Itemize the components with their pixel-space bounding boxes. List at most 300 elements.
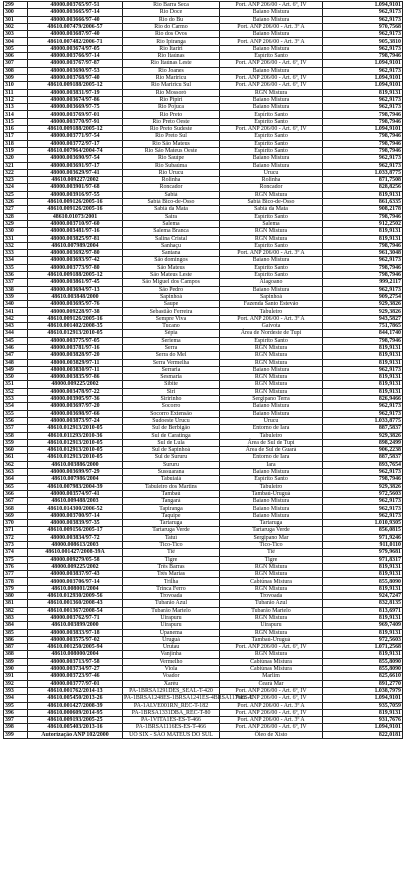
price-value-cell: 962,9173 [323,9,403,16]
row-number-cell: 396 [4,709,28,716]
table-row [4,731,403,738]
reference-stream-cell: Salema [220,220,323,227]
reference-stream-cell: Roncador [220,184,323,191]
row-number-cell: 384 [4,622,28,629]
reference-stream-cell: Tartaruga Verde [220,527,323,534]
reference-stream-cell: Port. ANP 206/00 - Art. 6º, IV [220,724,323,731]
process-number-cell: 48000.009225/2002 [28,381,123,388]
price-value-cell: 887,5837 [323,454,403,461]
price-value-cell: 972,5603 [323,636,403,643]
process-number-cell: 48610.011293/2010-36 [28,432,123,439]
process-number-cell: 48610.009126/2005-16 [28,199,123,206]
price-value-cell: 891,2770 [323,680,403,687]
reference-stream-cell: Port. ANP 206/00 - Art. 3º A [220,717,323,724]
row-number-cell: 326 [4,199,28,206]
process-number-cell: 48610.005450/2013-26 [28,695,123,702]
row-number-cell: 389 [4,658,28,665]
table-row [4,614,403,621]
row-number-cell: 377 [4,571,28,578]
field-name-cell: Rio São Mateus Oeste [123,147,220,154]
row-number-cell: 328 [4,213,28,220]
reference-stream-cell: RGN Mistura [220,388,323,395]
price-value-cell: 798,7946 [323,476,403,483]
price-value-cell: 929,3826 [323,301,403,308]
row-number-cell: 305 [4,45,28,52]
price-value-cell: 819,9131 [323,571,403,578]
price-value-cell: 813,6971 [323,607,403,614]
row-number-cell: 354 [4,403,28,410]
reference-stream-cell: Baiano Mistura [220,16,323,23]
reference-stream-cell: Port. ANP 206/00 - Art. 3º A [220,702,323,709]
table-row [4,374,403,381]
price-value-cell: 962,9173 [323,498,403,505]
field-name-cell: UO SIX - SÃO MATEUS DO SUL [123,731,220,738]
price-value-cell: 929,3826 [323,432,403,439]
field-name-cell: Tiê [123,549,220,556]
field-name-cell: Sururu [123,461,220,468]
row-number-cell: 320 [4,155,28,162]
table-row [4,82,403,89]
row-number-cell: 385 [4,629,28,636]
field-name-cell: Tubarão Martelo [123,607,220,614]
table-row [4,89,403,96]
field-name-cell: Rio Sauípe [123,155,220,162]
process-number-cell: 48000.003839/97-35 [28,520,123,527]
row-number-cell: 356 [4,417,28,424]
reference-stream-cell: Tabuleiro [220,432,323,439]
field-name-cell: Rio Urucu [123,169,220,176]
table-row [4,388,403,395]
reference-stream-cell: Baiano Mistura [220,162,323,169]
price-value-cell: 962,9173 [323,67,403,74]
process-number-cell: 48000.003699/97-29 [28,469,123,476]
process-number-cell: 48000.003768/97-40 [28,74,123,81]
price-value-cell: 929,3826 [323,308,403,315]
table-row [4,257,403,264]
field-name-cell: Taquipe [123,512,220,519]
price-value-cell: 819,9131 [323,563,403,570]
reference-stream-cell: Tabuleiro [220,483,323,490]
process-number-cell: 48000.003766/97-14 [28,53,123,60]
process-number-cell: 48000.003692/97-80 [28,250,123,257]
price-value-cell: 871,7508 [323,177,403,184]
price-value-cell: 819,9131 [323,374,403,381]
process-number-cell: 48610.003899/2000 [28,622,123,629]
price-value-cell: 855,8090 [323,658,403,665]
process-number-cell: 48610.007983/2004-39 [28,483,123,490]
process-number-cell: 48000.003762/97-71 [28,614,123,621]
table-row [4,527,403,534]
process-number-cell: 48000.003775/97-05 [28,337,123,344]
field-name-cell: Salina Cristal [123,235,220,242]
price-value-cell: 861,6335 [323,199,403,206]
process-number-cell: 48000.003698/97-66 [28,410,123,417]
field-name-cell: Urutau [123,644,220,651]
row-number-cell: 300 [4,9,28,16]
process-number-cell: 48610.009126/2005-16 [28,206,123,213]
table-row [4,600,403,607]
reference-stream-cell: RGN Mistura [220,191,323,198]
field-name-cell: Sul de Lula [123,439,220,446]
table-row [4,323,403,330]
reference-stream-cell: Port. ANP 206/00 - Art. 6º, IV [220,644,323,651]
reference-stream-cell: Uirapuru [220,622,323,629]
reference-stream-cell: Sergipano Mar [220,534,323,541]
process-number-cell: 48000.003666/97-40 [28,16,123,23]
reference-stream-cell: Port. ANP 206/00 - Art. 6º, IV [220,126,323,133]
reference-stream-cell: Port. ANP 206/00 - Art. 3º A [220,250,323,257]
price-value-cell: 819,9131 [323,381,403,388]
price-value-cell: 855,8090 [323,578,403,585]
process-number-cell: 48610.001427/2008-39 [28,702,123,709]
field-name-cell: Sudoeste Urucu [123,417,220,424]
table-row [4,695,403,702]
process-number-cell: 48000.003833/97-18 [28,629,123,636]
reference-stream-cell: Sapinhoá [220,293,323,300]
field-name-cell: Rio Ipiranga [123,38,220,45]
field-name-cell: PA-1BRSA1116ES-ES-T-466 [123,724,220,731]
process-number-cell: 48610.009188/2005-12 [28,271,123,278]
reference-stream-cell: Espírito Santo [220,242,323,249]
reference-stream-cell: Tigre [220,556,323,563]
row-number-cell: 303 [4,31,28,38]
table-row [4,556,403,563]
field-name-cell: Sempre Viva [123,315,220,322]
reference-stream-cell: Entorno de Iara [220,454,323,461]
price-value-cell: 819,9131 [323,709,403,716]
reference-stream-cell: Espírito Santo [220,337,323,344]
price-value-cell: 887,5837 [323,425,403,432]
price-value-cell: 962,9173 [323,366,403,373]
field-name-cell: PA-1VITA1ES-ES-T-466 [123,717,220,724]
row-number-cell: 349 [4,366,28,373]
reference-stream-cell: Óleo de Xisto [220,731,323,738]
table-row [4,74,403,81]
row-number-cell: 359 [4,439,28,446]
reference-stream-cell: Cabiúnas Mistura [220,658,323,665]
field-name-cell: Voador [123,673,220,680]
table-row [4,505,403,512]
table-row [4,541,403,548]
table-row [4,191,403,198]
field-name-cell: Tucano [123,323,220,330]
row-number-cell: 343 [4,323,28,330]
process-number-cell: 48610.009193/2005-25 [28,717,123,724]
row-number-cell: 392 [4,680,28,687]
reference-stream-cell: RGN Mistura [220,235,323,242]
process-number-cell: 48000.003767/97-87 [28,60,123,67]
process-number-cell: 48610.012913/2010-05 [28,454,123,461]
field-name-cell: Upanema [123,629,220,636]
process-number-cell: 48000.003629/97-41 [28,169,123,176]
table-row [4,622,403,629]
row-number-cell: 333 [4,250,28,257]
row-number-cell: 365 [4,483,28,490]
reference-stream-cell: Port. ANP 206/00 - Art. 6º, IV [220,82,323,89]
process-number-cell: 48610.008001/2004 [28,585,123,592]
field-name-cell: Rio Barra Seca [123,2,220,9]
process-number-cell: 48000.003695/97-76 [28,301,123,308]
process-number-cell: 48000.003481/97-16 [28,228,123,235]
table-row [4,220,403,227]
process-number-cell: 48610.003848/2000 [28,293,123,300]
field-name-cell: Sanhaçu [123,242,220,249]
table-row [4,396,403,403]
table-row [4,512,403,519]
field-name-cell: Rio Itaúnas [123,53,220,60]
reference-stream-cell: Sabiá Bico-de-Osso [220,199,323,206]
row-number-cell: 310 [4,82,28,89]
row-number-cell: 376 [4,563,28,570]
price-value-cell: 898,2499 [323,439,403,446]
row-number-cell: 357 [4,425,28,432]
process-number-cell: 48000.003669/97-75 [28,104,123,111]
field-name-cell: Trilha [123,578,220,585]
price-value-cell: 971,9246 [323,534,403,541]
price-value-cell: 1.010,9305 [323,520,403,527]
price-value-cell: 828,8256 [323,184,403,191]
table-row [4,403,403,410]
price-value-cell: 1.094,9101 [323,2,403,9]
row-number-cell: 316 [4,126,28,133]
reference-stream-cell: Sabiá da Mata [220,206,323,213]
reference-stream-cell: Iara [220,461,323,468]
process-number-cell: 48000.003700/97-14 [28,512,123,519]
price-value-cell: 822,0181 [323,731,403,738]
row-number-cell: 302 [4,23,28,30]
table-body [4,2,403,739]
field-name-cell: Sul de Sururu [123,454,220,461]
table-row [4,16,403,23]
table-row [4,206,403,213]
process-number-cell: 48610.007964/2004-74 [28,147,123,154]
table-row [4,155,403,162]
row-number-cell: 340 [4,301,28,308]
row-number-cell: 308 [4,67,28,74]
price-value-cell: 943,5827 [323,315,403,322]
process-number-cell: 48000.003697/97-20 [28,403,123,410]
field-name-cell: PA-1BRSA1291DES_SEAL-T-420 [123,687,220,694]
price-value-cell: 1.094,9101 [323,724,403,731]
field-name-cell: Tapiranga [123,505,220,512]
field-name-cell: Sabiá [123,191,220,198]
reference-stream-cell: Espírito Santo [220,264,323,271]
row-number-cell: 375 [4,556,28,563]
table-row [4,381,403,388]
field-name-cell: Rio do Carmo [123,23,220,30]
field-name-cell: Serraria [123,366,220,373]
process-number-cell: 48000.003828/97-20 [28,352,123,359]
table-row [4,96,403,103]
field-name-cell: Sul de Berbigão [123,425,220,432]
process-number-cell: 48000.003710/97-60 [28,220,123,227]
process-number-cell: 48000.003873/97-24 [28,417,123,424]
row-number-cell: 371 [4,527,28,534]
price-value-cell: 819,9131 [323,89,403,96]
row-number-cell: 380 [4,593,28,600]
process-number-cell: 48610.009126/2005-16 [28,315,123,322]
field-name-cell: Viola [123,666,220,673]
table-row [4,490,403,497]
field-name-cell: Rolinha [123,177,220,184]
price-value-cell: 844,1740 [323,330,403,337]
field-name-cell: Rio dos Ovos [123,31,220,38]
row-number-cell: 325 [4,191,28,198]
reference-stream-cell: Espírito Santo [220,271,323,278]
price-value-cell: 935,7059 [323,702,403,709]
process-number-cell: 48610.000609/2014-95 [28,709,123,716]
reference-stream-cell: Tiê [220,549,323,556]
table-row [4,425,403,432]
price-value-cell: 909,2754 [323,293,403,300]
table-row [4,169,403,176]
process-number-cell: 48610.012913/2010-05 [28,330,123,337]
field-name-cell: Rio Preto [123,111,220,118]
reference-stream-cell: Baiano Mistura [220,512,323,519]
price-value-cell: 798,7946 [323,242,403,249]
row-number-cell: 345 [4,337,28,344]
process-number-cell: 48000.009279/05-58 [28,556,123,563]
process-number-cell: 48000.003916/97-55 [28,191,123,198]
reference-stream-cell: Tartaruga [220,520,323,527]
field-name-cell: Rio Itariri [123,45,220,52]
row-number-cell: 315 [4,118,28,125]
price-value-cell: 1.033,8775 [323,169,403,176]
reference-stream-cell: Entorno de Iara [220,425,323,432]
reference-stream-cell: Port. ANP 206/00 - Art. 6º, IV [220,687,323,694]
row-number-cell: 311 [4,89,28,96]
row-number-cell: 394 [4,695,28,702]
price-value-cell: 751,7865 [323,323,403,330]
field-name-cell: PA-1ALVE001RN_REC-T-182 [123,702,220,709]
table-row [4,199,403,206]
table-row [4,2,403,9]
field-name-cell: Sibite [123,381,220,388]
price-value-cell: 798,7946 [323,111,403,118]
reference-stream-cell: Baiano Mistura [220,45,323,52]
table-row [4,629,403,636]
reference-stream-cell: RGN Mistura [220,228,323,235]
row-number-cell: 342 [4,315,28,322]
reference-stream-cell: Sergipano Terra [220,396,323,403]
table-row [4,717,403,724]
price-value-cell: 819,9131 [323,228,403,235]
row-number-cell: 399 [4,731,28,738]
row-number-cell: 379 [4,585,28,592]
field-name-cell: Santana [123,250,220,257]
field-name-cell: Tatuí [123,534,220,541]
reference-stream-cell: RGN Mistura [220,352,323,359]
price-value-cell: 798,7946 [323,213,403,220]
row-number-cell: 358 [4,432,28,439]
table-row [4,658,403,665]
price-table-container [3,1,402,739]
row-number-cell: 361 [4,454,28,461]
table-row [4,344,403,351]
price-value-cell: 962,9173 [323,96,403,103]
field-name-cell: Sapinhoá [123,293,220,300]
price-value-cell: 971,8317 [323,556,403,563]
process-number-cell: 48000.009225/2002 [28,563,123,570]
price-value-cell: 929,3826 [323,483,403,490]
table-row [4,118,403,125]
field-name-cell: Rio Doce [123,9,220,16]
field-name-cell: Tubarão Azul [123,600,220,607]
process-number-cell: 48610.012930/2009-56 [28,593,123,600]
process-number-cell: 48000.003693/97-42 [28,257,123,264]
row-number-cell: 301 [4,16,28,23]
reference-stream-cell: Baiano Mistura [220,498,323,505]
price-value-cell: 924,7247 [323,593,403,600]
field-name-cell: Três Marias [123,571,220,578]
price-value-cell: 798,7946 [323,53,403,60]
process-number-cell: 48610.005403/2013-16 [28,724,123,731]
process-number-cell: 48000.003825/97-81 [28,235,123,242]
field-name-cell: Tigre [123,556,220,563]
table-row [4,461,403,468]
price-value-cell: 911,0110 [323,541,403,548]
field-name-cell: Rio Itaúnas Leste [123,60,220,67]
process-number-cell: 48000.003781/97-16 [28,344,123,351]
price-value-cell: 819,9131 [323,191,403,198]
field-name-cell: Sul de Sapinhoá [123,447,220,454]
row-number-cell: 381 [4,600,28,607]
row-number-cell: 344 [4,330,28,337]
field-name-cell: Sussuarana [123,469,220,476]
field-name-cell: Serra Vermelha [123,359,220,366]
price-value-cell: 962,9173 [323,16,403,23]
field-name-cell: Socorro Extensão [123,410,220,417]
price-value-cell: 798,7946 [323,133,403,140]
field-name-cell: Uirapuru [123,614,220,621]
process-number-cell: 48610.001402/2008-35 [28,323,123,330]
process-number-cell: 48000.003770/97-91 [28,118,123,125]
field-name-cell: Siri [123,388,220,395]
field-name-cell: Sesmaria [123,374,220,381]
field-name-cell: Xaréu [123,680,220,687]
price-value-cell: 962,9173 [323,469,403,476]
process-number-cell: 48000.009228/97-38 [28,308,123,315]
process-number-cell: 48000.003769/97-01 [28,111,123,118]
price-value-cell: 962,9173 [323,403,403,410]
row-number-cell: 318 [4,140,28,147]
field-name-cell: Rio Joanes [123,67,220,74]
price-value-cell: 999,2117 [323,279,403,286]
process-number-cell: 48610.001762/2014-13 [28,687,123,694]
row-number-cell: 335 [4,264,28,271]
field-name-cell: São domingos [123,257,220,264]
row-number-cell: 309 [4,74,28,81]
reference-stream-cell: Urucu [220,169,323,176]
price-value-cell: 962,9173 [323,45,403,52]
reference-stream-cell: Port. ANP 206/00 - Art. 3º A [220,315,323,322]
reference-stream-cell: Fazenda Santo Estevão [220,301,323,308]
process-number-cell: 48000.003723/97-46 [28,673,123,680]
field-name-cell: Tartaruga [123,520,220,527]
price-value-cell: 962,9173 [323,505,403,512]
row-number-cell: 317 [4,133,28,140]
row-number-cell: 337 [4,279,28,286]
price-value-cell: 962,9173 [323,257,403,264]
reference-stream-cell: Baiano Mistura [220,96,323,103]
row-number-cell: 350 [4,374,28,381]
row-number-cell: 304 [4,38,28,45]
row-number-cell: 382 [4,607,28,614]
field-name-cell: Serra [123,344,220,351]
reference-stream-cell: Marlim [220,673,323,680]
row-number-cell: 307 [4,60,28,67]
process-number-cell: 48000.003831/97-19 [28,89,123,96]
